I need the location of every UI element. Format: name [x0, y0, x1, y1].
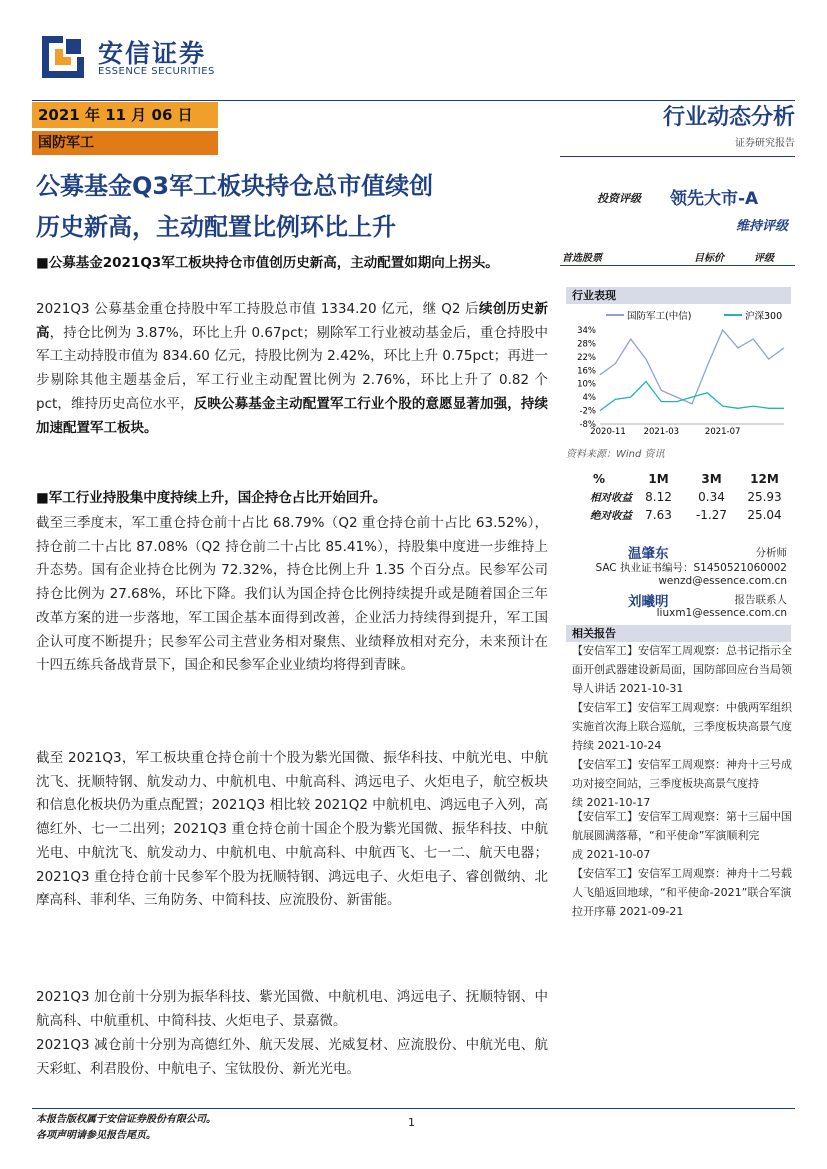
picks-col-rating: 评级: [754, 253, 774, 264]
analyst-1-name: 温肇东: [628, 546, 669, 562]
perf-cell: -1.27: [695, 508, 728, 522]
perf-col-1m: 1M: [648, 472, 669, 486]
y-tick-label: 34%: [577, 326, 596, 336]
performance-heading: 行业表现: [566, 287, 791, 304]
y-tick-label: 22%: [577, 352, 596, 363]
analyst-block: [566, 540, 791, 629]
perf-cell: 25.93: [747, 490, 782, 504]
perf-cell: 0.34: [698, 490, 725, 504]
title-line-2: 历史新高，主动配置比例环比上升: [36, 213, 396, 241]
section-4-paragraph-2: 2021Q3 减仓前十分别为高德红外、航天发展、光威复材、应流股份、中航光电、航天彩虹、利君股份、中航电子、宝钛股份、新光光电。: [36, 1037, 548, 1077]
footer-rule: [32, 1108, 795, 1109]
picks-header: [560, 247, 795, 266]
y-tick-label: 10%: [577, 379, 596, 390]
y-tick-label: -8%: [579, 420, 596, 430]
related-report-title: 【安信军工】安信军工周观察：神舟十二号载人飞船返回地球，“和平使命-2021”联合军演拉开序幕: [572, 867, 792, 918]
logo-mark-icon: [42, 36, 84, 78]
y-tick-label: 16%: [577, 366, 596, 377]
right-rule: [560, 156, 795, 157]
sector-label: 国防军工: [32, 131, 218, 155]
related-report-title: 【安信军工】安信军工周观察：总书记指示全面开创武器建设新局面，国防部回应台当局领导人讲话: [572, 644, 792, 695]
related-report-item[interactable]: [572, 698, 792, 755]
rating-value: 领先大市-A: [670, 189, 759, 209]
chart-source: 资料来源：Wind 资讯: [566, 449, 665, 460]
related-report-item[interactable]: [572, 641, 792, 698]
section-4-paragraph-1: 2021Q3 加仓前十分别为振华科技、紫光国微、中航机电、鸿远电子、抚顺特钢、中航高科、中航重机、中简科技、火炬电子、景嘉微。: [36, 989, 548, 1029]
perf-row-relative: [566, 488, 791, 506]
analyst-1-email[interactable]: wenzd@essence.com.cn: [658, 575, 787, 587]
perf-row-label: 相对收益: [590, 491, 632, 504]
logo-text-cn: 安信证券: [98, 39, 207, 68]
related-report-date: 2021-10-31: [619, 682, 684, 695]
perf-cell: 7.63: [645, 508, 672, 522]
section-1-heading: ■公募基金2021Q3军工板块持仓市值创历史新高，主动配置如期向上拐头。: [36, 255, 499, 271]
section-2-heading: ■军工行业持股集中度持续上升，国企持仓占比开始回升。: [36, 490, 387, 506]
perf-row-absolute: [566, 506, 791, 524]
footer-disclaimer: [36, 1112, 216, 1144]
analyst-1-role: 分析师: [755, 547, 787, 559]
performance-chart: [566, 306, 791, 436]
related-report-item[interactable]: [572, 755, 792, 812]
related-reports-heading: 相关报告: [566, 625, 791, 642]
related-report-item[interactable]: [572, 807, 792, 864]
x-tick-label: 2021-03: [643, 427, 680, 436]
rating-label: 投资评级: [597, 192, 641, 205]
y-tick-label: 4%: [582, 393, 596, 404]
x-tick-label: 2020-11: [590, 427, 626, 436]
section-1-paragraph: [36, 298, 548, 440]
report-subtitle: 证券研究报告: [735, 138, 795, 149]
logo-text-en: ESSENCE SECURITIES: [98, 66, 215, 77]
analyst-2-email[interactable]: liuxm1@essence.com.cn: [656, 607, 787, 619]
legend-label-military: 国防军工(中信): [627, 311, 692, 322]
perf-col-3m: 3M: [701, 472, 722, 486]
picks-col-stock: 首选股票: [562, 253, 602, 264]
picks-col-target: 目标价: [694, 253, 724, 264]
perf-row-label: 绝对收益: [590, 509, 632, 522]
analyst-1-sac: SAC 执业证书编号：S1450521060002: [595, 562, 787, 574]
page-number: 1: [408, 1116, 415, 1129]
related-report-title: 【安信军工】安信军工周观察：中俄两军组织实施首次海上联合巡航，三季度板块高景气度持续: [572, 701, 792, 752]
s1-text-bold-1: 续创历史新高: [36, 301, 549, 341]
perf-header-row: [566, 470, 791, 488]
perf-col-12m: 12M: [750, 472, 779, 486]
report-type: 行业动态分析: [662, 105, 795, 130]
rating-maintain: 维持评级: [735, 219, 788, 234]
related-report-title: 【安信军工】安信军工周观察：神舟十三号成功对接空间站，三季度板块高景气度持续: [572, 758, 792, 809]
related-report-date: 2021-10-07: [586, 848, 651, 861]
related-report-title: 【安信军工】安信军工周观察：第十三届中国航展圆满落幕，“和平使命”军演顺利完成: [572, 810, 792, 861]
x-tick-label: 2021-07: [704, 427, 741, 436]
footer-line-2: 各项声明请参见报告尾页。: [36, 1130, 156, 1141]
section-3-paragraph: 截至 2021Q3，军工板块重仓持仓前十个股为紫光国微、振华科技、中航光电、中航沈飞、抚顺特钢、航发动力、中航机电、中航高科、鸿远电子、火炬电子，航空板块和信息化板块仍为重点配置；2021Q3 相比较 2021Q2 中航机电、鸿远电子入列，高德红外、七一二出列；2021Q3 重仓持仓前十国企个股为紫光国微、振华科技、中航光电、中航沈飞、航发动力、中航机电、中航高科、中航西飞、七一二、航天电器；2021Q3 重仓持仓前十民参军个股为抚顺特钢、鸿远电子、火炬电子、睿创微纳、北摩高科、菲利华、三角防务、中简科技、应流股份、新雷能。: [36, 750, 548, 909]
title-line-1: 公募基金Q3军工板块持仓总市值续创: [36, 172, 434, 200]
related-report-item[interactable]: [572, 864, 792, 921]
report-date: 2021 年 11 月 06 日: [32, 102, 218, 128]
legend-label-csi300: 沪深300: [745, 311, 783, 322]
s1-text-bold-2: 反映公募基金主动配置军工行业个股的意愿显著加强，持续加速配置军工板块。: [36, 395, 548, 436]
y-tick-label: 28%: [577, 339, 596, 350]
perf-cell: 8.12: [645, 490, 672, 504]
footer-line-1: 本报告版权属于安信证券股份有限公司。: [36, 1114, 216, 1125]
main-title: [36, 166, 551, 248]
s1-text-c: ，持仓比例为 3.87%，环比上升 0.67pct；剔除军工行业被动基金后，重仓持股中军工主动持股市值为 834.60 亿元，持股比例为 2.42%，环比上升 0.75pct；再进一步剔除其他主题基金后，军工行业主动配置比例为 2.76%，环比上升了 0.82 个 pct，维持历史高位水平，: [36, 324, 549, 412]
y-tick-label: -2%: [579, 406, 596, 417]
performance-table: [566, 470, 791, 524]
perf-col-unit: %: [592, 472, 606, 486]
related-report-date: 2021-10-24: [597, 739, 662, 752]
analyst-2-role: 报告联系人: [734, 594, 787, 606]
related-report-date: 2021-10-17: [586, 796, 651, 809]
analyst-2-name: 刘曦明: [628, 594, 669, 610]
section-2-paragraph: 截至三季度末，军工重仓持仓前十占比 68.79%（Q2 重仓持仓前十占比 63.52%），持仓前二十占比 87.08%（Q2 持仓前二十占比 85.41%），持股集中度进一步维持上升态势。国有企业持仓比例为 72.32%，持仓比例上升 1.35 个百分点。民参军公司持仓比例为 27.68%，环比下降。我们认为国企持仓比例持续提升或是随着国企三年改革方案的进一步落地，军工国企基本面得到改善，企业活力持续得到提升，军工国企认可度不断提升；民参军公司主营业务相对聚焦、业绩释放相对充分，未来预计在十四五练兵备战背景下，国企和民参军企业业绩均将得到青睐。: [36, 515, 548, 674]
related-report-date: 2021-09-21: [619, 905, 684, 918]
s1-text-a: 2021Q3 公募基金重仓持股中军工持股总市值 1334.20 亿元，继 Q2 后: [36, 301, 480, 317]
perf-cell: 25.04: [747, 508, 782, 522]
